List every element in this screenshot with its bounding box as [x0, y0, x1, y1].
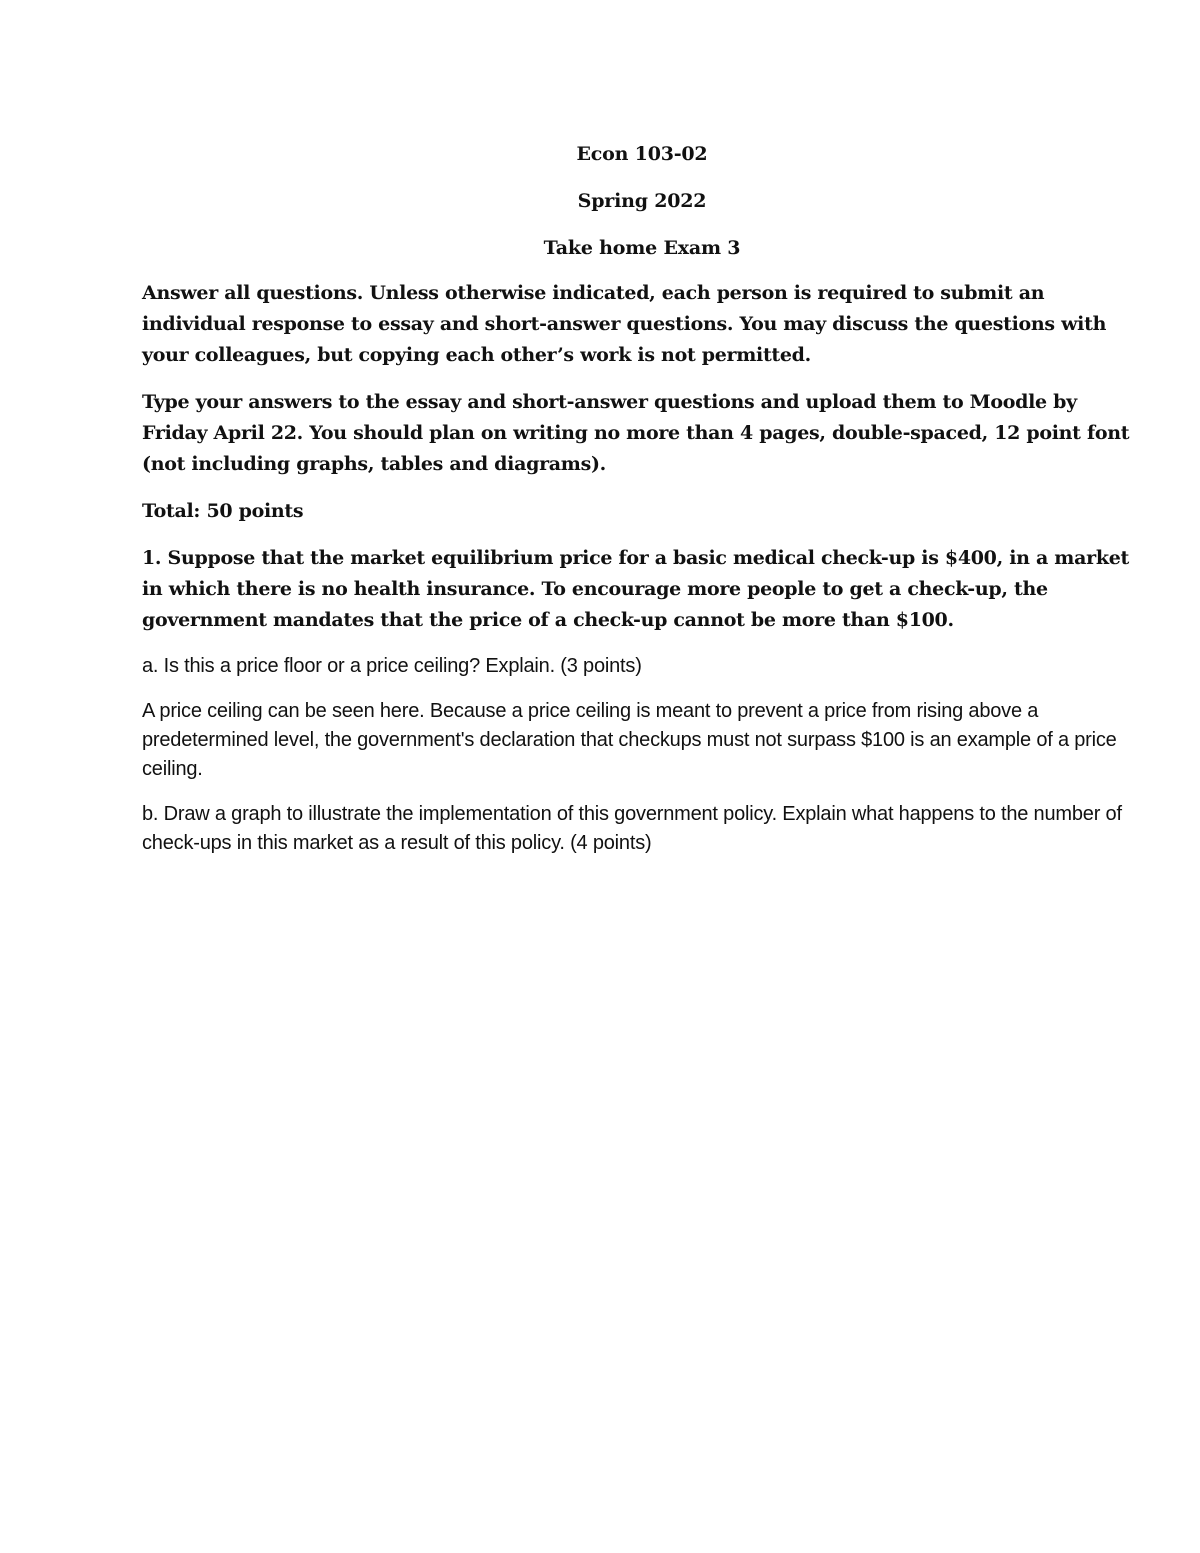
instructions-paragraph-1: Answer all questions. Unless otherwise indicated, each person is required to submit an individual response to essay and short-answer questions. You may discuss the questions with your colleagues, but copying each other’s work is not permitted.: [142, 282, 1107, 366]
exam-title: Take home Exam 3: [543, 237, 741, 259]
question-1-part-a: a. Is this a price floor or a price ceiling? Explain. (3 points): [142, 655, 642, 677]
term-label: Spring 2022: [577, 190, 707, 212]
question-1-answer-a: A price ceiling can be seen here. Because a price ceiling is meant to prevent a price from rising above a predetermined level, the government's declaration that checkups must not surpass $100 is an example of a price ceiling.: [142, 700, 1117, 780]
question-1-prompt: 1. Suppose that the market equilibrium price for a basic medical check-up is $400, in a market in which there is no health insurance. To encourage more people to get a check-up, the government mandates that the price of a check-up cannot be more than $100.: [142, 547, 1129, 631]
course-title: Econ 103-02: [576, 143, 708, 165]
document-content: [142, 138, 1142, 874]
total-points: Total: 50 points: [142, 500, 304, 522]
instructions-paragraph-2: Type your answers to the essay and short-answer questions and upload them to Moodle by Friday April 22. You should plan on writing no more than 4 pages, double-spaced, 12 point font (not including graphs, tables and diagrams).: [142, 391, 1130, 475]
question-1-part-b: b. Draw a graph to illustrate the implementation of this government policy. Explain what happens to the number of check-ups in this market as a result of this policy. (4 points): [142, 803, 1122, 854]
